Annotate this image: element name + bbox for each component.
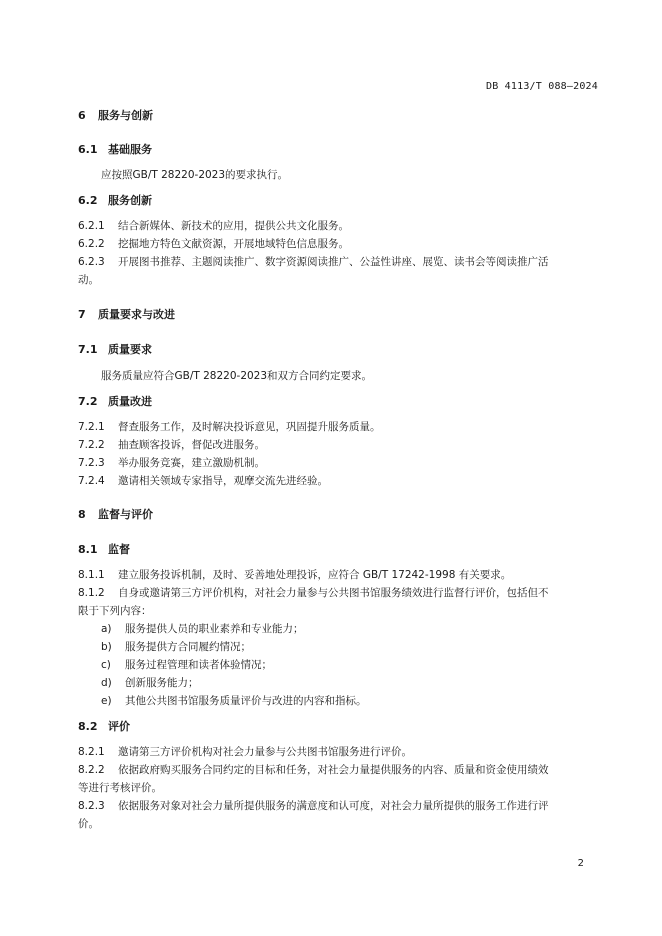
clause-number: 8.1.2: [78, 587, 105, 599]
clause-number: 8.1.1: [78, 569, 105, 581]
clause-number: 6.2.1: [78, 220, 105, 232]
clause-6-2-1: [78, 219, 349, 233]
paragraph-6-1: 应按照GB/T 28220-2023的要求执行。: [101, 169, 289, 181]
clause-text: 结合新媒体、新技术的应用，提供公共文化服务。: [118, 220, 349, 232]
section-number: 7.2: [78, 395, 98, 408]
clause-6-2-3-continuation: 动。: [78, 274, 99, 286]
section-number: 8.2: [78, 720, 98, 733]
list-marker: e): [101, 695, 112, 707]
clause-number: 7.2.1: [78, 421, 105, 433]
clause-text: 自身或邀请第三方评价机构，对社会力量参与公共图书馆服务绩效进行监督行评价，包括但不: [118, 587, 549, 599]
list-text: 其他公共图书馆服务质量评价与改进的内容和指标。: [125, 695, 367, 707]
clause-8-2-2-continuation: 等进行考核评价。: [78, 782, 162, 794]
section-title: 监督与评价: [98, 508, 153, 521]
clause-7-2-2: [78, 438, 265, 452]
heading-section-7: [78, 308, 175, 322]
list-item: [101, 676, 199, 690]
heading-section-8-2: [78, 720, 130, 734]
clause-8-1-2-continuation: 限于下列内容：: [78, 605, 152, 617]
list-text: 服务提供人员的职业素养和专业能力；: [125, 623, 304, 635]
clause-text: 抽查顾客投诉，督促改进服务。: [118, 439, 265, 451]
list-marker: a): [101, 623, 112, 635]
clause-8-1-2: [78, 586, 549, 600]
clause-number: 6.2.2: [78, 238, 105, 250]
clause-7-2-3: [78, 456, 265, 470]
section-title: 监督: [108, 543, 130, 556]
section-number: 7: [78, 308, 86, 321]
clause-number: 8.2.1: [78, 746, 105, 758]
clause-number: 8.2.3: [78, 800, 105, 812]
list-marker: c): [101, 659, 111, 671]
list-item: [101, 622, 304, 636]
heading-section-6-2: [78, 194, 152, 208]
clause-text: 依据服务对象对社会力量所提供服务的满意度和认可度，对社会力量所提供的服务工作进行评: [118, 800, 549, 812]
list-text: 服务提供方合同履约情况；: [125, 641, 251, 653]
heading-section-6: [78, 109, 153, 123]
list-item: [101, 694, 367, 708]
list-marker: b): [101, 641, 112, 653]
heading-section-8-1: [78, 543, 130, 557]
list-marker: d): [101, 677, 112, 689]
section-number: 6: [78, 109, 86, 122]
section-title: 服务与创新: [98, 109, 153, 122]
clause-number: 6.2.3: [78, 256, 105, 268]
section-number: 6.2: [78, 194, 98, 207]
clause-text: 依据政府购买服务合同约定的目标和任务，对社会力量提供服务的内容、质量和资金使用绩效: [118, 764, 549, 776]
clause-text: 挖掘地方特色文献资源，开展地域特色信息服务。: [118, 238, 349, 250]
clause-number: 7.2.3: [78, 457, 105, 469]
list-text: 服务过程管理和读者体验情况；: [125, 659, 272, 671]
clause-text: 邀请相关领域专家指导，观摩交流先进经验。: [118, 475, 328, 487]
heading-section-7-2: [78, 395, 152, 409]
document-code: DB 4113/T 088—2024: [486, 81, 598, 92]
section-title: 服务创新: [108, 194, 152, 207]
section-title: 评价: [108, 720, 130, 733]
section-number: 6.1: [78, 143, 98, 156]
clause-text: 举办服务竞赛，建立激励机制。: [118, 457, 265, 469]
clause-6-2-3: [78, 255, 549, 269]
section-title: 质量改进: [108, 395, 152, 408]
clause-8-2-3: [78, 799, 549, 813]
list-item: [101, 640, 251, 654]
clause-7-2-1: [78, 420, 381, 434]
section-title: 基础服务: [108, 143, 152, 156]
clause-text: 督查服务工作，及时解决投诉意见，巩固提升服务质量。: [118, 421, 381, 433]
clause-number: 7.2.4: [78, 475, 105, 487]
clause-6-2-2: [78, 237, 349, 251]
clause-8-2-3-continuation: 价。: [78, 818, 99, 830]
clause-7-2-4: [78, 474, 328, 488]
paragraph-7-1: 服务质量应符合GB/T 28220-2023和双方合同约定要求。: [101, 370, 373, 382]
clause-number: 8.2.2: [78, 764, 105, 776]
section-number: 8.1: [78, 543, 98, 556]
clause-text: 开展图书推荐、主题阅读推广、数字资源阅读推广、公益性讲座、展览、读书会等阅读推广活: [118, 256, 549, 268]
heading-section-7-1: [78, 343, 152, 357]
heading-section-6-1: [78, 143, 152, 157]
section-title: 质量要求与改进: [98, 308, 175, 321]
clause-8-1-1: [78, 568, 511, 582]
clause-number: 7.2.2: [78, 439, 105, 451]
section-number: 7.1: [78, 343, 98, 356]
heading-section-8: [78, 508, 153, 522]
clause-text: 邀请第三方评价机构对社会力量参与公共图书馆服务进行评价。: [118, 746, 412, 758]
clause-8-2-2: [78, 763, 549, 777]
list-text: 创新服务能力；: [125, 677, 199, 689]
section-number: 8: [78, 508, 86, 521]
page-number: 2: [577, 858, 584, 869]
clause-8-2-1: [78, 745, 412, 759]
section-title: 质量要求: [108, 343, 152, 356]
list-item: [101, 658, 272, 672]
clause-text: 建立服务投诉机制，及时、妥善地处理投诉，应符合 GB/T 17242-1998 有关要求。: [118, 569, 512, 581]
